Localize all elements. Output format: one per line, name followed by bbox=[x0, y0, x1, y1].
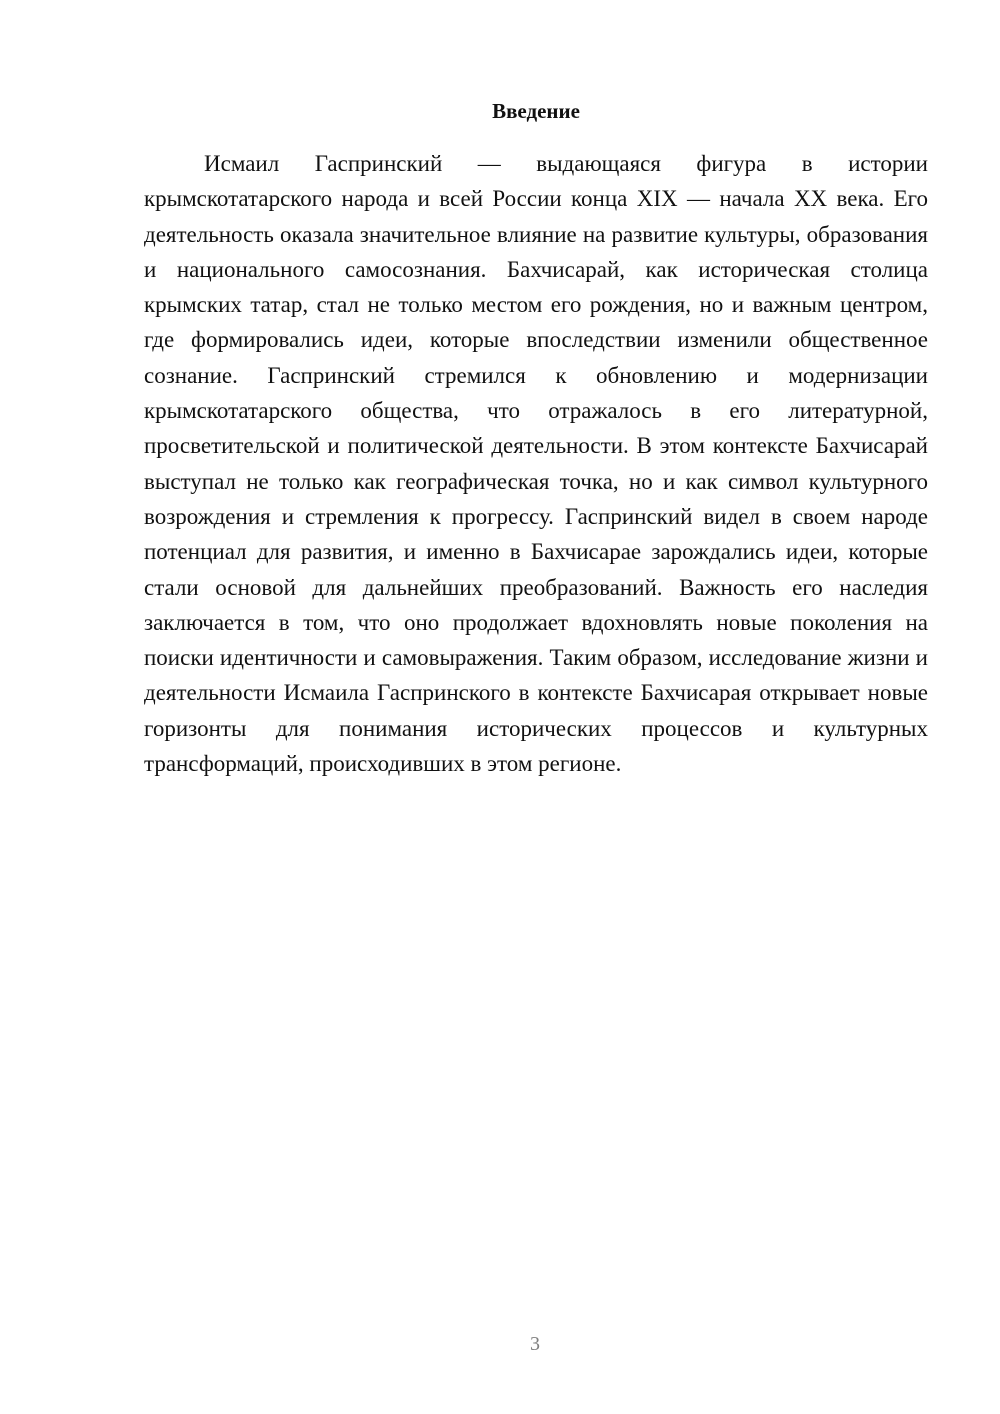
page-content bbox=[144, 94, 928, 781]
section-heading: Введение bbox=[492, 99, 580, 123]
page-number: 3 bbox=[530, 1333, 540, 1355]
introduction-paragraph: Исмаил Гаспринский — выдающаяся фигура в истории крымскотатарского народа и всей России конца XIX — начала XX века. Его деятельность оказала значительное влияние на развитие культуры, образования и национального самосознания. Бахчисарай, как историческая столица крымских татар, стал не только местом его рождения, но и важным центром, где формировались идеи, которые впоследствии изменили общественное сознание. Гаспринский стремился к обновлению и модернизации крымскотатарского общества, что отражалось в его литературной, просветительской и политической деятельности. В этом контексте Бахчисарай выступал не только как географическая точка, но и как символ культурного возрождения и стремления к прогрессу. Гаспринский видел в своем народе потенциал для развития, и именно в Бахчисарае зарождались идеи, которые стали основой для дальнейших преобразований. Важность его наследия заключается в том, что оно продолжает вдохновлять новые поколения на поиски идентичности и самовыражения. Таким образом, исследование жизни и деятельности Исмаила Гаспринского в контексте Бахчисарая открывает новые горизонты для понимания исторических процессов и культурных трансформаций, происходивших в этом регионе. bbox=[144, 151, 928, 777]
